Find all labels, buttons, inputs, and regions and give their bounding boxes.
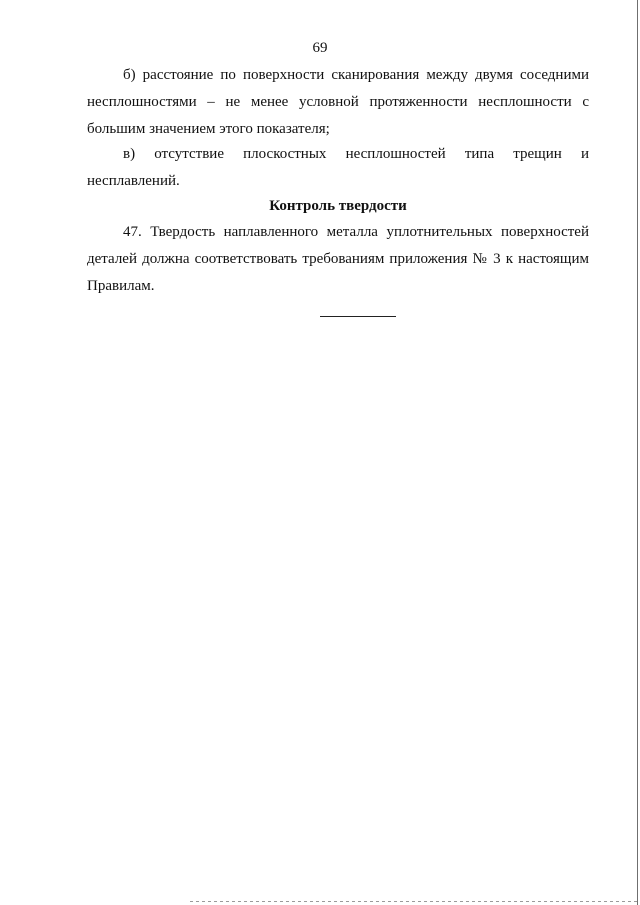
paragraph-item-47-text: 47. Твердость наплавленного металла уплотнительных поверхностей деталей должна соответствовать требованиям приложения № 3 к настоящим Правилам. (87, 224, 589, 294)
end-of-text-rule (320, 316, 396, 317)
paragraph-item-b-text: б) расстояние по поверхности сканирования между двумя соседними несплошностями – не менее условной протяженности несплошности с большим значением этого показателя; (87, 67, 589, 137)
paragraph-item-b (87, 62, 589, 143)
scan-edge-bottom (190, 901, 640, 902)
page-number: 69 (312, 40, 328, 56)
scan-edge-right (637, 0, 638, 905)
paragraph-item-v (87, 141, 589, 195)
paragraph-item-v-text: в) отсутствие плоскостных несплошностей типа трещин и несплавлений. (87, 146, 589, 189)
paragraph-item-47 (87, 219, 589, 300)
section-heading-hardness-control: Контроль твердости (269, 198, 407, 214)
